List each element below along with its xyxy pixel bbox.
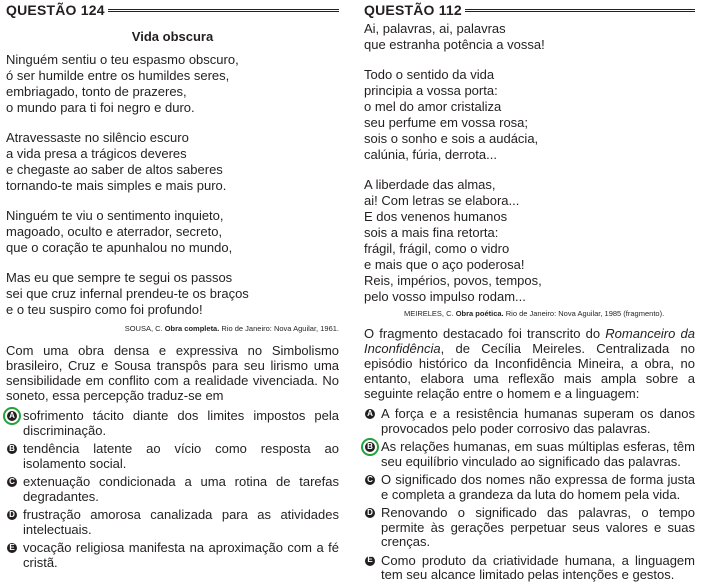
question-124 bbox=[6, 0, 339, 574]
option-text: A força e a resistência humanas superam os danos provocados pelo poder corrosivo das palavras. bbox=[381, 406, 695, 436]
poem-line: seu perfume em vossa rosa; bbox=[364, 115, 529, 130]
question-header bbox=[6, 0, 339, 20]
stanza bbox=[6, 208, 339, 256]
poem-line: o mundo para ti foi negro e duro. bbox=[6, 100, 195, 115]
stem-part-1: O fragmento destacado foi transcrito do bbox=[364, 326, 606, 341]
question-stem: Com uma obra densa e expressiva no Simbolismo brasileiro, Cruz e Sousa transpôs para seu lirismo uma sensibilidade em conflito com a realidade vivenciada. No soneto, essa percepção traduz-se em bbox=[6, 343, 339, 403]
poem-line: e o teu suspiro como foi profundo! bbox=[6, 302, 203, 317]
poem-line: Mas eu que sempre te segui os passos bbox=[6, 270, 233, 285]
stanza bbox=[364, 67, 695, 163]
option-text: Como produto da criatividade humana, a linguagem tem seu alcance limitado pelas intenções e gestos. bbox=[381, 552, 695, 582]
stanza bbox=[6, 130, 339, 194]
poem-line: e chegaste ao saber de altos saberes bbox=[6, 162, 223, 177]
answer-options bbox=[364, 407, 695, 583]
poem-line: principia a vossa porta: bbox=[364, 83, 498, 98]
option-letter-badge: C bbox=[365, 475, 375, 485]
question-stem bbox=[364, 326, 695, 401]
option-letter-badge: B bbox=[7, 444, 17, 454]
option-d[interactable] bbox=[364, 506, 695, 550]
poem-line: E dos venenos humanos bbox=[364, 209, 508, 224]
option-b[interactable] bbox=[364, 440, 695, 469]
poem-line: Ai, palavras, ai, palavras bbox=[364, 21, 506, 36]
poem-line: sei que cruz infernal prendeu-te os braços bbox=[6, 286, 249, 301]
question-112 bbox=[364, 0, 695, 587]
option-letter-badge: A bbox=[7, 411, 17, 421]
poem bbox=[6, 52, 339, 318]
poem-line: A liberdade das almas, bbox=[364, 177, 496, 192]
poem bbox=[364, 21, 695, 305]
poem-line: calúnia, fúria, derrota... bbox=[364, 147, 497, 162]
option-text: As relações humanas, em suas múltiplas esferas, têm seu equilíbrio vinculado ao significado das palavras. bbox=[381, 439, 695, 469]
question-header bbox=[364, 0, 695, 20]
source-author: MEIRELES, C. bbox=[404, 309, 454, 318]
work-title: Romanceiro da Inconfidência bbox=[364, 326, 695, 356]
poem-line: embriagado, tonto de prazeres, bbox=[6, 84, 187, 99]
option-text: extenuação condicionada a uma rotina de tarefas degradantes. bbox=[23, 474, 339, 504]
option-c[interactable] bbox=[364, 473, 695, 502]
option-letter-badge: E bbox=[365, 556, 375, 566]
source-publisher: Rio de Janeiro: Nova Aguilar, 1961. bbox=[221, 324, 339, 333]
option-letter-badge: E bbox=[7, 543, 17, 553]
question-title: QUESTÃO 124 bbox=[6, 2, 105, 18]
source-work: Obra completa. bbox=[164, 324, 220, 333]
poem-line: ó ser humilde entre os humildes seres, bbox=[6, 68, 230, 83]
source-citation bbox=[404, 309, 695, 318]
option-b[interactable] bbox=[6, 442, 339, 471]
source-work: Obra poética. bbox=[455, 309, 504, 318]
option-letter-badge: D bbox=[7, 510, 17, 520]
option-letter-badge: C bbox=[7, 477, 17, 487]
question-title: QUESTÃO 112 bbox=[364, 2, 462, 18]
poem-line: ai! Com letras se elabora... bbox=[364, 193, 520, 208]
option-d[interactable] bbox=[6, 508, 339, 537]
stanza bbox=[6, 270, 339, 318]
stanza bbox=[364, 21, 695, 53]
poem-line: que estranha potência a vossa! bbox=[364, 37, 545, 52]
poem-line: tornando-te mais simples e mais puro. bbox=[6, 178, 227, 193]
poem-line: Reis, impérios, povos, tempos, bbox=[364, 273, 542, 288]
stem-part-2: , de Cecília Meireles. Centralizada no episódio histórico da Inconfidência Mineira, a obra, no entanto, elabora uma reflexão mais ampla sobre a seguinte relação entre o homem e a linguagem: bbox=[364, 341, 695, 401]
option-text: vocação religiosa manifesta na aproximação com a fé cristã. bbox=[23, 540, 339, 570]
source-citation bbox=[6, 324, 339, 333]
poem-line: Ninguém te viu o sentimento inquieto, bbox=[6, 208, 224, 223]
stanza bbox=[364, 177, 695, 305]
option-text: sofrimento tácito diante dos limites impostos pela discriminação. bbox=[23, 408, 339, 438]
option-letter-badge: D bbox=[365, 508, 375, 518]
poem-line: e mais que o aço poderosa! bbox=[364, 257, 525, 272]
poem-line: que o coração te apunhalou no mundo, bbox=[6, 240, 233, 255]
poem-line: pelo vosso impulso rodam... bbox=[364, 289, 526, 304]
option-text: Renovando o significado das palavras, o tempo permite às gerações perpetuar seus valores e suas crenças. bbox=[381, 505, 695, 549]
poem-line: o mel do amor cristaliza bbox=[364, 99, 502, 114]
poem-line: magoado, oculto e aterrador, secreto, bbox=[6, 224, 223, 239]
header-rule bbox=[465, 9, 695, 12]
source-author: SOUSA, C. bbox=[124, 324, 163, 333]
option-text: O significado dos nomes não expressa de forma justa e completa a grandeza da luta do homem pela vida. bbox=[381, 472, 695, 502]
poem-line: sois a mais fina retorta: bbox=[364, 225, 499, 240]
option-e[interactable] bbox=[364, 554, 695, 583]
option-a[interactable] bbox=[364, 407, 695, 436]
poem-line: Todo o sentido da vida bbox=[364, 67, 495, 82]
answer-options bbox=[6, 409, 339, 570]
poem-line: frágil, frágil, como o vidro bbox=[364, 241, 510, 256]
option-c[interactable] bbox=[6, 475, 339, 504]
poem-line: Atravessaste no silêncio escuro bbox=[6, 130, 189, 145]
option-letter-badge: A bbox=[365, 409, 375, 419]
header-rule bbox=[108, 9, 339, 12]
poem-line: a vida presa a trágicos deveres bbox=[6, 146, 187, 161]
stanza bbox=[6, 52, 339, 116]
poem-line: sois o sonho e sois a audácia, bbox=[364, 131, 539, 146]
source-publisher: Rio de Janeiro: Nova Aguilar, 1985 (fragmento). bbox=[505, 309, 665, 318]
option-text: frustração amorosa canalizada para as atividades intelectuais. bbox=[23, 507, 339, 537]
poem-title: Vida obscura bbox=[131, 29, 214, 44]
poem-line: Ninguém sentiu o teu espasmo obscuro, bbox=[6, 52, 239, 67]
option-text: tendência latente ao vício como resposta ao isolamento social. bbox=[23, 441, 339, 471]
option-letter-badge: B bbox=[365, 442, 375, 452]
option-a[interactable] bbox=[6, 409, 339, 438]
